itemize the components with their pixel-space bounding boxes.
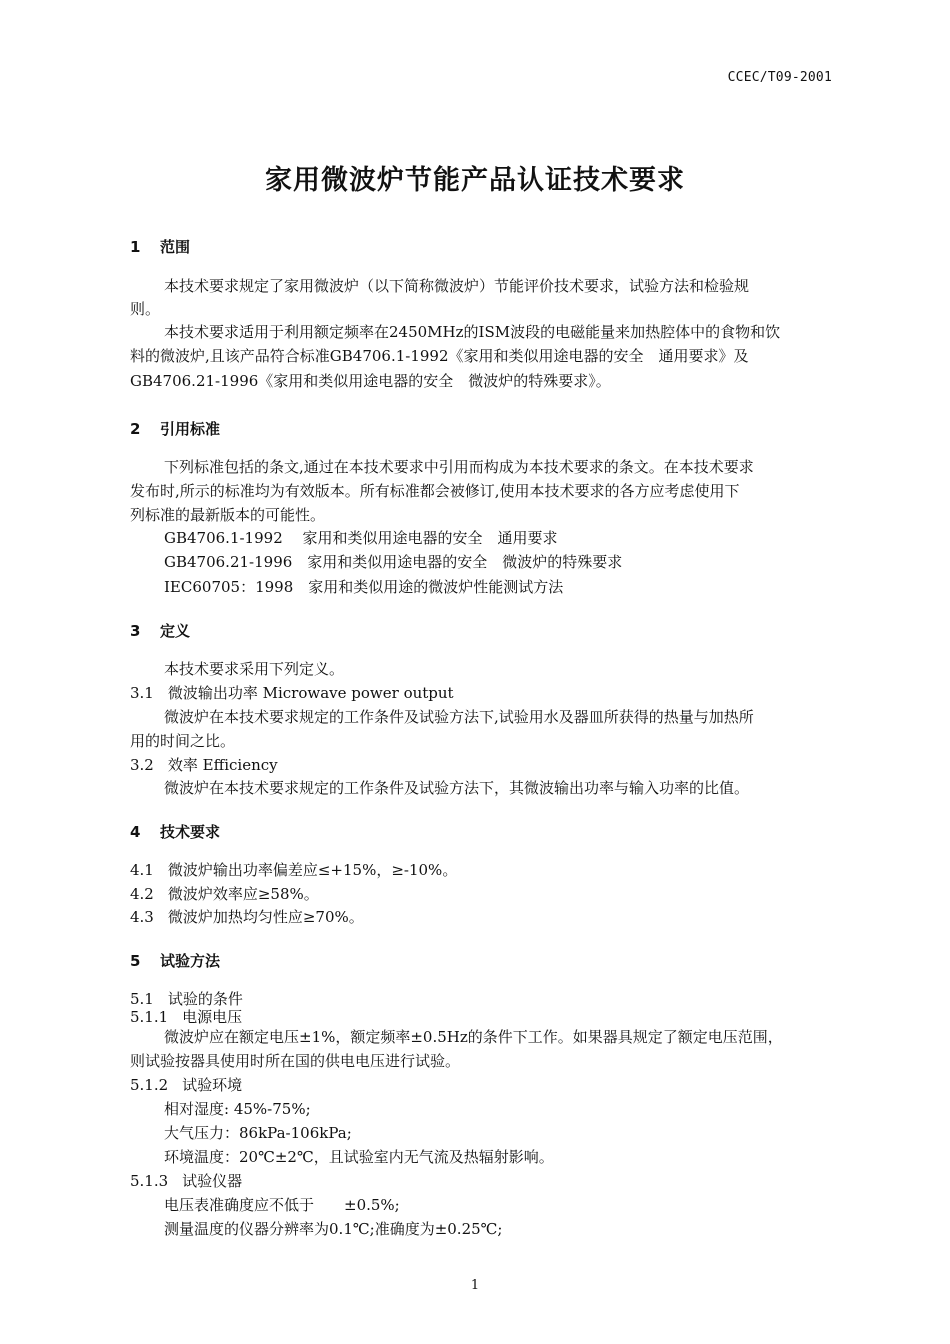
- subsection-title: 试验仪器: [182, 1172, 243, 1190]
- paragraph-line: 用的时间之比。: [130, 732, 236, 750]
- clause-number: 5.1.1: [130, 1008, 169, 1026]
- paragraph-line: 料的微波炉,且该产品符合标准GB4706.1-1992《家用和类似用途电器的安全 通用要求》及: [130, 347, 749, 365]
- section-3-heading: [130, 622, 190, 640]
- subsection-title: 试验环境: [182, 1076, 243, 1094]
- section-title: 引用标准: [160, 420, 221, 438]
- requirement-text: 微波炉加热均匀性应≥70%。: [167, 908, 364, 926]
- section-1-heading: [130, 238, 190, 256]
- paragraph-line: 则试验按器具使用时所在国的供电电压进行试验。: [130, 1052, 461, 1070]
- section-number: 5: [130, 952, 141, 970]
- requirement-text: 微波炉效率应≥58%。: [167, 885, 319, 903]
- subsection-title: 试验的条件: [167, 990, 243, 1008]
- clause-number: 5.1.2: [130, 1076, 169, 1094]
- subsection-heading: [130, 1172, 242, 1190]
- page-number: 1: [470, 1278, 480, 1293]
- paragraph-line: 发布时,所示的标准均为有效版本。所有标准都会被修订,使用本技术要求的各方应考虑使用下: [130, 482, 740, 500]
- paragraph-line: 本技术要求规定了家用微波炉（以下简称微波炉）节能评价技术要求，试验方法和检验规: [164, 277, 750, 295]
- section-title: 范围: [160, 238, 191, 256]
- instrument-item: 测量温度的仪器分辨率为0.1℃;准确度为±0.25℃;: [164, 1220, 503, 1238]
- clause-number: 3.1: [130, 684, 154, 702]
- section-4-heading: [130, 823, 220, 841]
- subsection-title: 电源电压: [182, 1008, 243, 1026]
- reference-item: GB4706.21-1996 家用和类似用途电器的安全 微波炉的特殊要求: [164, 553, 623, 571]
- section-number: 1: [130, 238, 141, 256]
- subsection-heading: [130, 990, 243, 1008]
- section-number: 4: [130, 823, 141, 841]
- term-text: 微波输出功率 Microwave power output: [167, 684, 454, 702]
- requirement-item: [130, 908, 364, 926]
- instrument-item: 电压表准确度应不低于 ±0.5%;: [164, 1196, 400, 1214]
- environment-item: 大气压力：86kPa-106kPa;: [164, 1124, 352, 1142]
- environment-item: 环境温度：20℃±2℃，且试验室内无气流及热辐射影响。: [164, 1148, 554, 1166]
- document-code: CCEC/T09-2001: [727, 70, 832, 85]
- clause-number: 4.1: [130, 861, 154, 879]
- requirement-item: [130, 861, 457, 879]
- reference-item: GB4706.1-1992 家用和类似用途电器的安全 通用要求: [164, 529, 558, 547]
- clause-number: 3.2: [130, 756, 154, 774]
- clause-number: 4.3: [130, 908, 154, 926]
- section-title: 定义: [160, 622, 191, 640]
- section-title: 试验方法: [160, 952, 221, 970]
- clause-number: 4.2: [130, 885, 154, 903]
- section-number: 2: [130, 420, 141, 438]
- paragraph-line: 本技术要求采用下列定义。: [164, 660, 345, 678]
- paragraph-line: 则。: [130, 300, 161, 318]
- document-title: 家用微波炉节能产品认证技术要求: [265, 165, 685, 196]
- subsection-heading: [130, 1076, 242, 1094]
- reference-item: IEC60705：1998 家用和类似用途的微波炉性能测试方法: [164, 578, 564, 596]
- paragraph-line: GB4706.21-1996《家用和类似用途电器的安全 微波炉的特殊要求》。: [130, 372, 611, 390]
- section-2-heading: [130, 420, 220, 438]
- requirement-item: [130, 885, 319, 903]
- paragraph-line: 下列标准包括的条文,通过在本技术要求中引用而构成为本技术要求的条文。在本技术要求: [164, 458, 754, 476]
- clause-number: 5.1.3: [130, 1172, 169, 1190]
- section-title: 技术要求: [160, 823, 221, 841]
- paragraph-line: 列标准的最新版本的可能性。: [130, 506, 326, 524]
- definition-term: [130, 756, 278, 774]
- paragraph-line: 微波炉在本技术要求规定的工作条件及试验方法下,试验用水及器皿所获得的热量与加热所: [164, 708, 754, 726]
- paragraph-line: 本技术要求适用于利用额定频率在2450MHz的ISM波段的电磁能量来加热腔体中的食物和饮: [164, 323, 781, 341]
- definition-term: [130, 684, 454, 702]
- paragraph-line: 微波炉在本技术要求规定的工作条件及试验方法下，其微波输出功率与输入功率的比值。: [164, 779, 750, 797]
- clause-number: 5.1: [130, 990, 154, 1008]
- section-number: 3: [130, 622, 141, 640]
- requirement-text: 微波炉输出功率偏差应≤+15%，≥-10%。: [167, 861, 458, 879]
- subsection-heading: [130, 1008, 242, 1026]
- environment-item: 相对湿度: 45%-75%;: [164, 1100, 311, 1118]
- term-text: 效率 Efficiency: [167, 756, 278, 774]
- paragraph-line: 微波炉应在额定电压±1%，额定频率±0.5Hz的条件下工作。如果器具规定了额定电压范围，: [164, 1028, 783, 1046]
- section-5-heading: [130, 952, 220, 970]
